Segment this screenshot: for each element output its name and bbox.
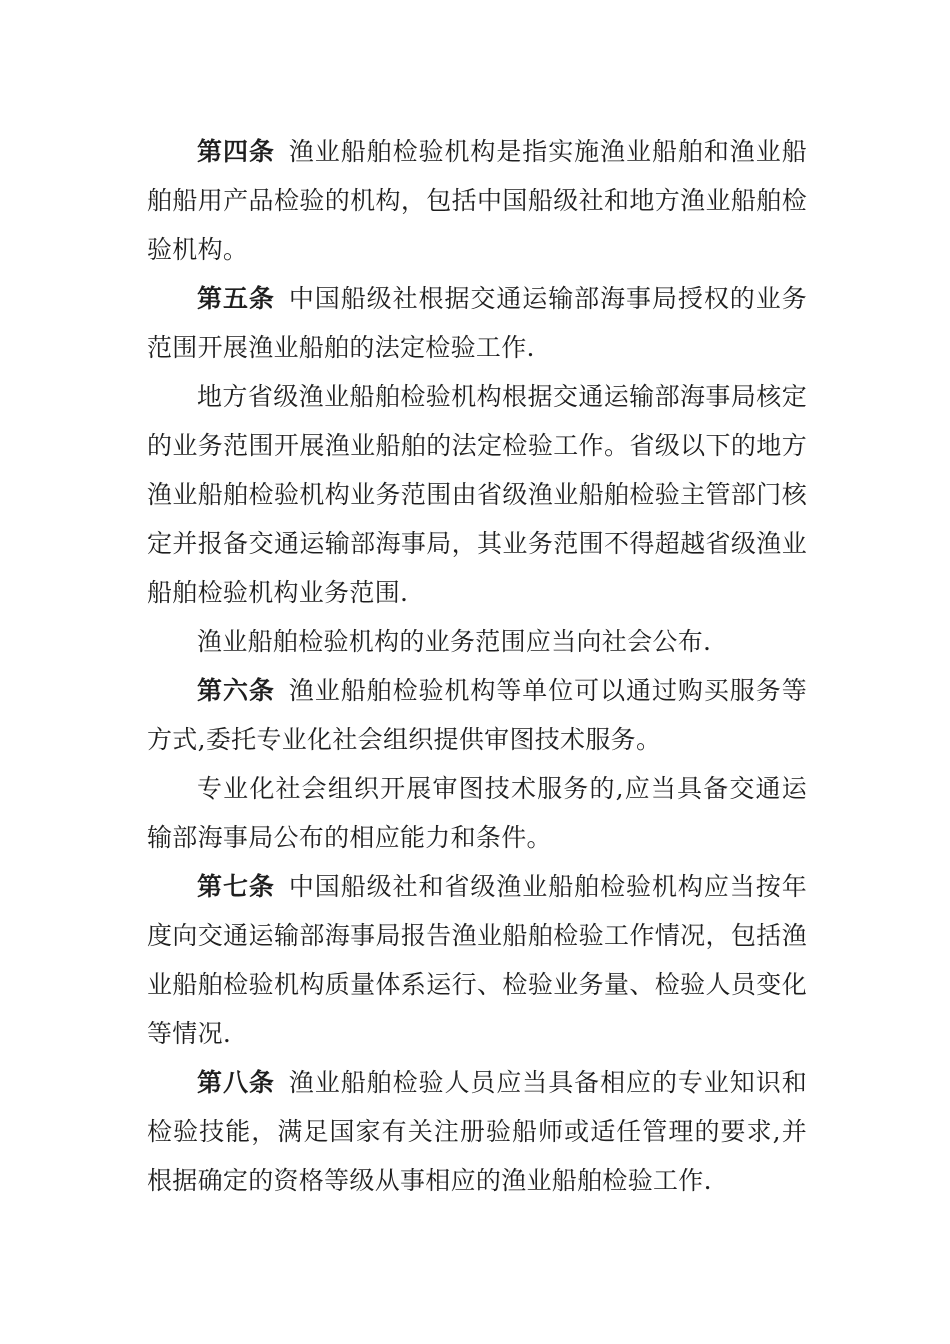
article-5-clause-2 <box>147 372 807 617</box>
article-6-clause-2-text: 专业化社会组织开展审图技术服务的,应当具备交通运输部海事局公布的相应能力和条件。 <box>147 774 807 852</box>
article-6-paragraph <box>147 666 807 764</box>
article-5-heading: 第五条 <box>197 284 275 313</box>
article-5-clause-3 <box>147 617 807 666</box>
document-body <box>147 127 807 1205</box>
article-8-text: 渔业船舶检验人员应当具备相应的专业知识和检验技能，满足国家有关注册验船师或适任管理的要求,并根据确定的资格等级从事相应的渔业船舶检验工作. <box>147 1068 807 1195</box>
article-5-clause-2-text: 地方省级渔业船舶检验机构根据交通运输部海事局核定的业务范围开展渔业船舶的法定检验工作。省级以下的地方渔业船舶检验机构业务范围由省级渔业船舶检验主管部门核定并报备交通运输部海事局，其业务范围不得超越省级渔业船舶检验机构业务范围. <box>147 382 807 607</box>
article-7-heading: 第七条 <box>197 872 275 901</box>
article-5-text: 中国船级社根据交通运输部海事局授权的业务范围开展渔业船舶的法定检验工作. <box>147 284 807 362</box>
article-5-clause-3-text: 渔业船舶检验机构的业务范围应当向社会公布. <box>197 627 712 656</box>
article-4-text: 渔业船舶检验机构是指实施渔业船舶和渔业船舶船用产品检验的机构，包括中国船级社和地方渔业船舶检验机构。 <box>147 137 807 264</box>
article-8-heading: 第八条 <box>197 1068 275 1097</box>
article-4-paragraph <box>147 127 807 274</box>
article-6-heading: 第六条 <box>197 676 275 705</box>
article-6-text: 渔业船舶检验机构等单位可以通过购买服务等方式,委托专业化社会组织提供审图技术服务。 <box>147 676 807 754</box>
article-4-heading: 第四条 <box>197 137 275 166</box>
article-6-clause-2 <box>147 764 807 862</box>
article-8-paragraph <box>147 1058 807 1205</box>
article-7-text: 中国船级社和省级渔业船舶检验机构应当按年度向交通运输部海事局报告渔业船舶检验工作情况，包括渔业船舶检验机构质量体系运行、检验业务量、检验人员变化等情况. <box>147 872 807 1048</box>
article-5-paragraph <box>147 274 807 372</box>
article-7-paragraph <box>147 862 807 1058</box>
